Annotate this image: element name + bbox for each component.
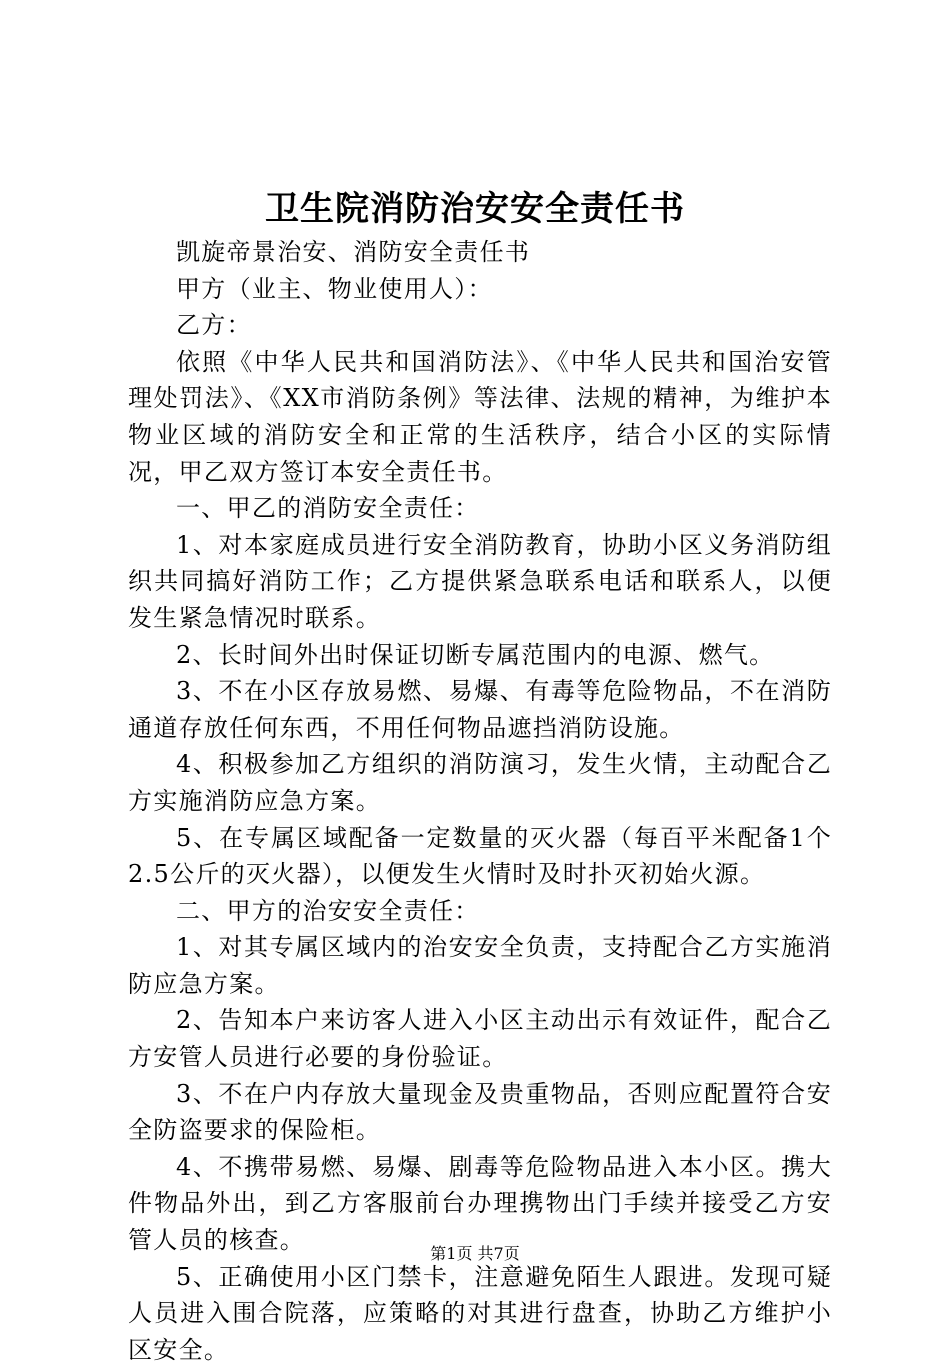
paragraph-security-item-3: 3、不在户内存放大量现金及贵重物品，否则应配置符合安全防盗要求的保险柜。 [128, 1079, 832, 1145]
paragraph-fire-item-3: 3、不在小区存放易燃、易爆、有毒等危险物品，不在消防通道存放任何东西，不用任何物品遮挡消防设施。 [128, 677, 832, 742]
paragraph-security-item-4: 4、不携带易燃、易爆、剧毒等危险物品进入本小区。携大件物品外出，到乙方客服前台办理携物出门手续并接受乙方安管人员的核查。 [128, 1152, 832, 1255]
paragraph-party-b: 乙方： [176, 311, 252, 340]
page-number-footer: 第1页 共7页 [430, 1244, 520, 1263]
paragraph-subtitle: 凯旋帝景治安、消防安全责任书 [176, 238, 531, 266]
paragraph-preamble: 依照《中华人民共和国消防法》、《中华人民共和国治安管理处罚法》、《XX市消防条例》等法律、法规的精神，为维护本物业区域的消防安全和正常的生活秩序，结合小区的实际情况，甲乙双方签订本安全责任书。 [128, 347, 832, 486]
paragraph-security-item-1: 1、对其专属区域内的治安安全负责，支持配合乙方实施消防应急方案。 [128, 933, 832, 998]
paragraph-fire-item-1: 1、对本家庭成员进行安全消防教育，协助小区义务消防组织共同搞好消防工作；乙方提供紧急联系电话和联系人，以便发生紧急情况时联系。 [128, 530, 832, 632]
paragraph-security-item-5: 5、正确使用小区门禁卡，注意避免陌生人跟进。发现可疑人员进入围合院落，应策略的对其进行盘查，协助乙方维护小区安全。 [128, 1262, 832, 1364]
paragraph-fire-item-5: 5、在专属区域配备一定数量的灭火器（每百平米配备1个2.5公斤的灭火器），以便发生火情时及时扑灭初始火源。 [128, 823, 832, 889]
paragraph-fire-item-2: 2、长时间外出时保证切断专属范围内的电源、燃气。 [176, 640, 775, 669]
paragraph-fire-item-4: 4、积极参加乙方组织的消防演习，发生火情，主动配合乙方实施消防应急方案。 [128, 750, 832, 815]
document-title: 卫生院消防治安安全责任书 [265, 189, 685, 229]
section-heading-fire-safety: 一、甲乙的消防安全责任： [176, 494, 480, 523]
paragraph-security-item-2: 2、告知本户来访客人进入小区主动出示有效证件，配合乙方安管人员进行必要的身份验证。 [128, 1006, 832, 1072]
section-heading-security: 二、甲方的治安安全责任： [176, 896, 480, 925]
paragraph-party-a: 甲方（业主、物业使用人）： [176, 274, 493, 303]
document-body [128, 234, 832, 1368]
